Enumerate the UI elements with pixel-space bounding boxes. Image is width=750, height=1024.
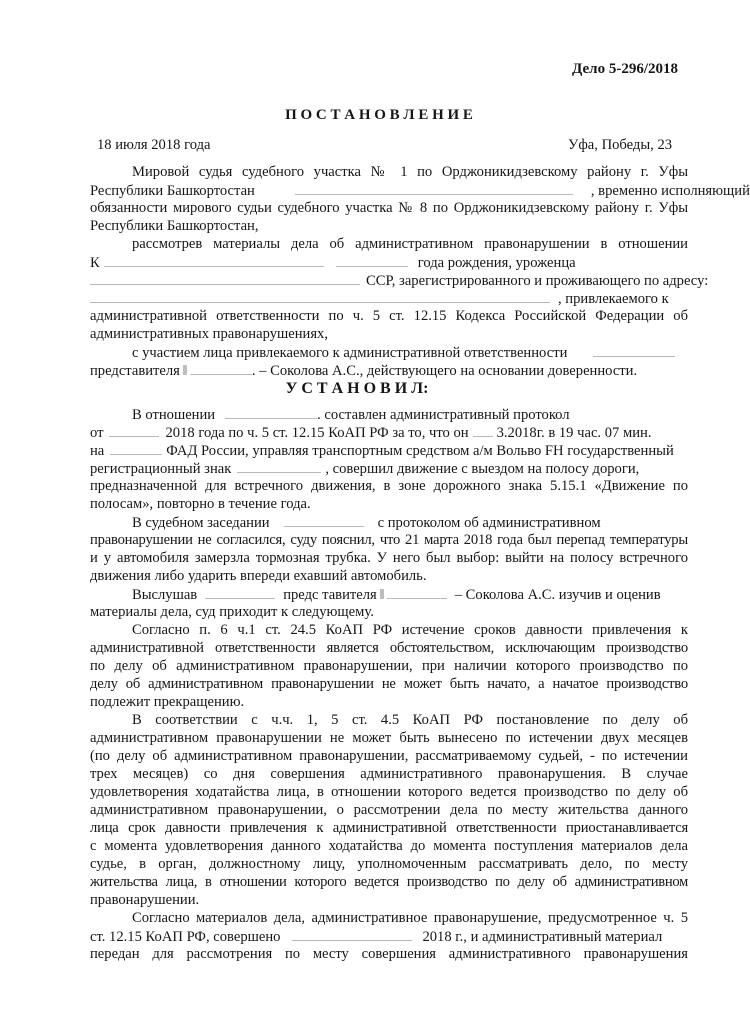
para5-line-4: трех месяцев) со дня совершения административного правонарушения. В случае: [90, 766, 688, 782]
body-text: 2018 г., и административный материал: [422, 929, 663, 945]
para5-line-7: лица срок давности привлечения к административной ответственности приостанавливается: [90, 820, 688, 836]
intro-text: Республики Башкортостан: [90, 183, 255, 199]
para1-line-3: [90, 441, 674, 460]
para5-line-3: (по делу об административном правонарушении, рассматриваемому судьей, - по истечении: [90, 748, 688, 764]
intro-line-6: [90, 253, 576, 272]
body-text: В отношении: [132, 407, 216, 423]
para4-line-5: подлежит прекращению.: [90, 694, 245, 710]
para5-line-2: административном правонарушении не может быть вынесено по истечении двух месяцев: [90, 730, 688, 746]
section-heading: У С Т А Н О В И Л:: [285, 380, 429, 397]
intro-line-10: административных правонарушениях,: [90, 326, 328, 342]
para4-line-3: по делу об административном правонарушении, при наличии которого производство по: [90, 658, 688, 674]
para6-line-2: [90, 927, 662, 946]
para1-line-5: предназначенной для встречного движения, в зоне дорожного знака 5.15.1 «Движение по: [90, 478, 688, 494]
para2-line-2: правонарушении не согласился, суду пояснил, что 21 марта 2018 года был перепад температуры: [90, 532, 688, 548]
intro-text: К: [90, 255, 100, 271]
redacted-name: [284, 513, 364, 527]
para2-line-3: и у автомобиля замерзла тормозная трубка. У него был выбор: выйти на полосу встречного: [90, 550, 688, 566]
case-number: Дело 5-296/2018: [572, 61, 678, 77]
body-text: от: [90, 425, 104, 441]
redacted-location: [110, 441, 162, 455]
body-text: предс тавителя: [283, 587, 377, 603]
intro-text: года рождения, уроженца: [417, 255, 576, 271]
para1-line-4: [90, 459, 639, 478]
intro-line-12: [90, 361, 637, 380]
intro-line-5: рассмотрев материалы дела об административном правонарушении в отношении: [132, 236, 688, 252]
para4-line-2: административной ответственности является обстоятельством, исключающим производство: [90, 640, 688, 656]
intro-line-3: обязанности мирового судьи судебного участка № 8 по Орджоникидзевскому району г. Уфы: [90, 200, 688, 216]
para6-line-1: Согласно материалов дела, административное правонарушение, предусмотренное ч. 5: [132, 910, 688, 926]
para3-line-2: материалы дела, суд приходит к следующему.: [90, 604, 374, 620]
body-text: ст. 12.15 КоАП РФ, совершено: [90, 929, 281, 945]
redacted-name: [205, 585, 275, 599]
para2-line-4: движения либо ударить впереди ехавший автомобиль.: [90, 568, 427, 584]
intro-text: . – Соколова А.С., действующего на основании доверенности.: [251, 363, 638, 379]
body-text: . составлен административный протокол: [317, 407, 570, 423]
redacted-name: [387, 585, 447, 599]
redacted-name: [104, 253, 324, 267]
redacted-address: [90, 289, 550, 303]
para5-line-1: В соответствии с ч.ч. 1, 5 ст. 4.5 КоАП РФ постановление по делу об: [132, 712, 688, 728]
body-text: , совершил движение с выездом на полосу дороги,: [325, 461, 640, 477]
redacted-date: [109, 423, 159, 437]
body-text: 3.2018г. в 19 час. 07 мин.: [496, 425, 652, 441]
para6-line-3: передан для рассмотрения по месту совершения административного правонарушения: [90, 946, 688, 962]
intro-line-7: [90, 271, 708, 290]
intro-line-8: [90, 289, 669, 308]
para5-line-8: с момента удовлетворения данного ходатайства до момента поступления материалов дела: [90, 838, 688, 854]
body-text: – Соколова А.С. изучив и оценив: [454, 587, 661, 603]
para1-line-1: [132, 405, 570, 424]
body-text: с протоколом об административном: [377, 515, 601, 531]
para5-line-10: жительства лица, в отношении которого ведется производство по делу об административном: [90, 874, 688, 890]
redacted-birthdate: [336, 253, 408, 267]
para1-line-2: [90, 423, 651, 442]
body-text: на: [90, 443, 105, 459]
body-text: 2018 года по ч. 5 ст. 12.15 КоАП РФ за то, что он: [165, 425, 469, 441]
body-text: ФАД России, управляя транспортным средством а/м Вольво FH государственный: [166, 443, 674, 459]
body-text: Выслушав: [132, 587, 198, 603]
intro-line-11: [132, 343, 675, 362]
redacted-name: [190, 361, 252, 375]
intro-text: представителя: [90, 363, 180, 379]
para4-line-4: делу об административном правонарушении не может быть начато, а начатое производство: [90, 676, 688, 692]
intro-line-9: административной ответственности по ч. 5 ст. 12.15 Кодекса Российской Федерации об: [90, 308, 688, 324]
redaction-mark: [380, 589, 384, 599]
para5-line-11: правонарушении.: [90, 892, 200, 908]
para2-line-1: [132, 513, 688, 532]
body-text: В судебном заседании: [132, 515, 270, 531]
intro-text: с участием лица привлекаемого к административной ответственности: [132, 345, 568, 361]
para3-line-1: [132, 585, 661, 604]
redaction-mark: [183, 365, 187, 375]
document-place: Уфа, Победы, 23: [568, 137, 673, 153]
para5-line-9: судье, в орган, должностному лицу, уполномоченным рассматривать дело, по месту: [90, 856, 688, 872]
redacted-name: [593, 343, 675, 357]
document-title: П О С Т А Н О В Л Е Н И Е: [285, 107, 473, 123]
para1-line-6: полосам», повторно в течение года.: [90, 496, 311, 512]
intro-text: , временно исполняющий: [590, 183, 750, 199]
redacted-plate: [237, 459, 321, 473]
redacted-name: [225, 405, 317, 419]
para4-line-1: Согласно п. 6 ч.1 ст. 24.5 КоАП РФ истечение сроков давности привлечения к: [132, 622, 688, 638]
para5-line-5: удовлетворения ходатайства лица, в отношении которого ведется производство по делу об: [90, 784, 688, 800]
intro-text: , привлекаемого к: [558, 291, 669, 307]
redacted-name: [295, 181, 573, 195]
para5-line-6: административном правонарушении, о рассмотрении дела по месту жительства данного: [90, 802, 688, 818]
redacted-birthplace: [90, 271, 360, 285]
intro-line-2: [90, 181, 750, 200]
intro-line-1: Мировой судья судебного участка № 1 по Орджоникидзевскому району г. Уфы: [132, 164, 688, 180]
redacted-date: [473, 423, 493, 437]
intro-line-4: Республики Башкортостан,: [90, 218, 259, 234]
redacted-date: [292, 927, 412, 941]
intro-text: ССР, зарегистрированного и проживающего по адресу:: [366, 273, 709, 289]
document-date: 18 июля 2018 года: [97, 137, 211, 153]
body-text: регистрационный знак: [90, 461, 232, 477]
